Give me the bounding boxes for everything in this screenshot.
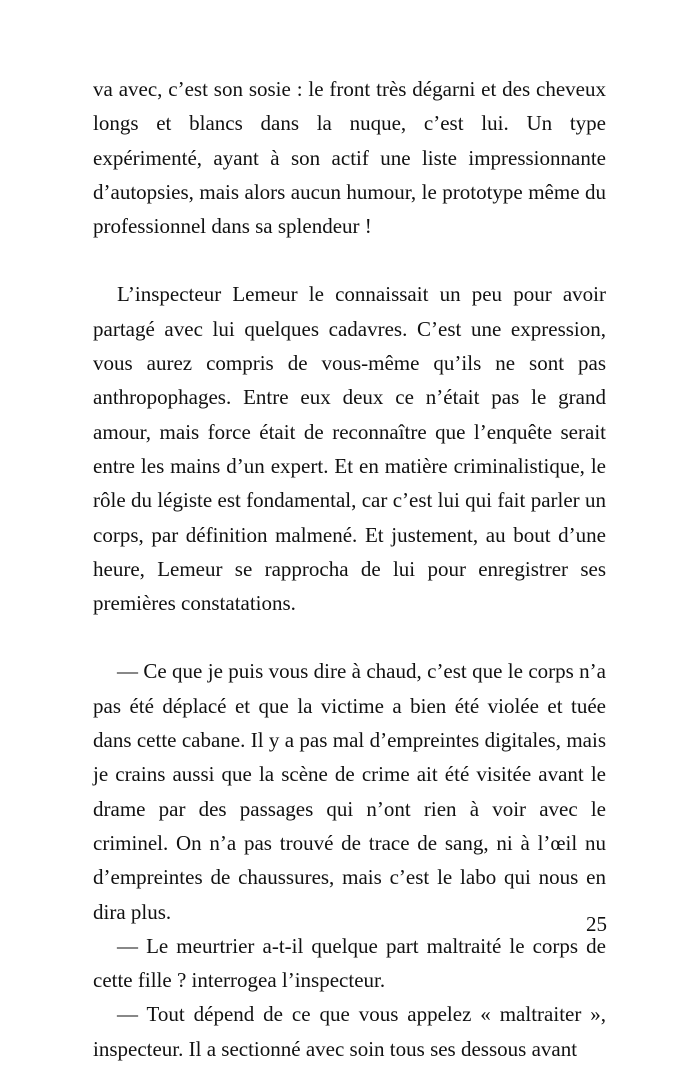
- paragraph-dialogue-inspector: — Le meurtrier a-t-il quelque part maltraité le corps de cette fille ? interrogea l’inspecteur.: [93, 933, 606, 993]
- page-number: 25: [586, 912, 607, 936]
- paragraph-dialogue-coroner: — Ce que je puis vous dire à chaud, c’est que le corps n’a pas été déplacé et que la victime a bien été violée et tuée dans cette cabane. Il y a pas mal d’empreintes digitales, mais je crains aussi que la scène de crime ait été visitée avant le drame par des passages qui n’ont rien à voir avec le criminel. On n’a pas trouvé de trace de sang, ni à l’œil nu d’empreintes de chaussures, mais c’est le labo qui nous en dira plus.: [93, 659, 606, 924]
- paragraph-dialogue-reply: — Tout dépend de ce que vous appelez « maltraiter », inspecteur. Il a sectionné avec soin tous ses dessous avant: [93, 1002, 606, 1061]
- paragraph-coroner-description: va avec, c’est son sosie : le front très dégarni et des cheveux longs et blancs dans la nuque, c’est lui. Un type expérimenté, ayant à son actif une liste impressionnante d’autopsies, mais alors aucun humour, le prototype même du professionnel dans sa splendeur !: [93, 77, 606, 239]
- paragraph-inspector-lemeur: L’inspecteur Lemeur le connaissait un peu pour avoir partagé avec lui quelques cadavres. C’est une expression, vous aurez compris de vous-même qu’ils ne sont pas anthropophages. Entre eux deux ce n’était pas le grand amour, mais force était de reconnaître que l’enquête serait entre les mains d’un expert. Et en matière criminalistique, le rôle du légiste est fondamental, car c’est lui qui fait parler un corps, par définition malmené. Et justement, au bout d’une heure, Lemeur se rapprocha de lui pour enregistrer ses premières constatations.: [93, 282, 606, 616]
- body-text: [93, 72, 606, 1066]
